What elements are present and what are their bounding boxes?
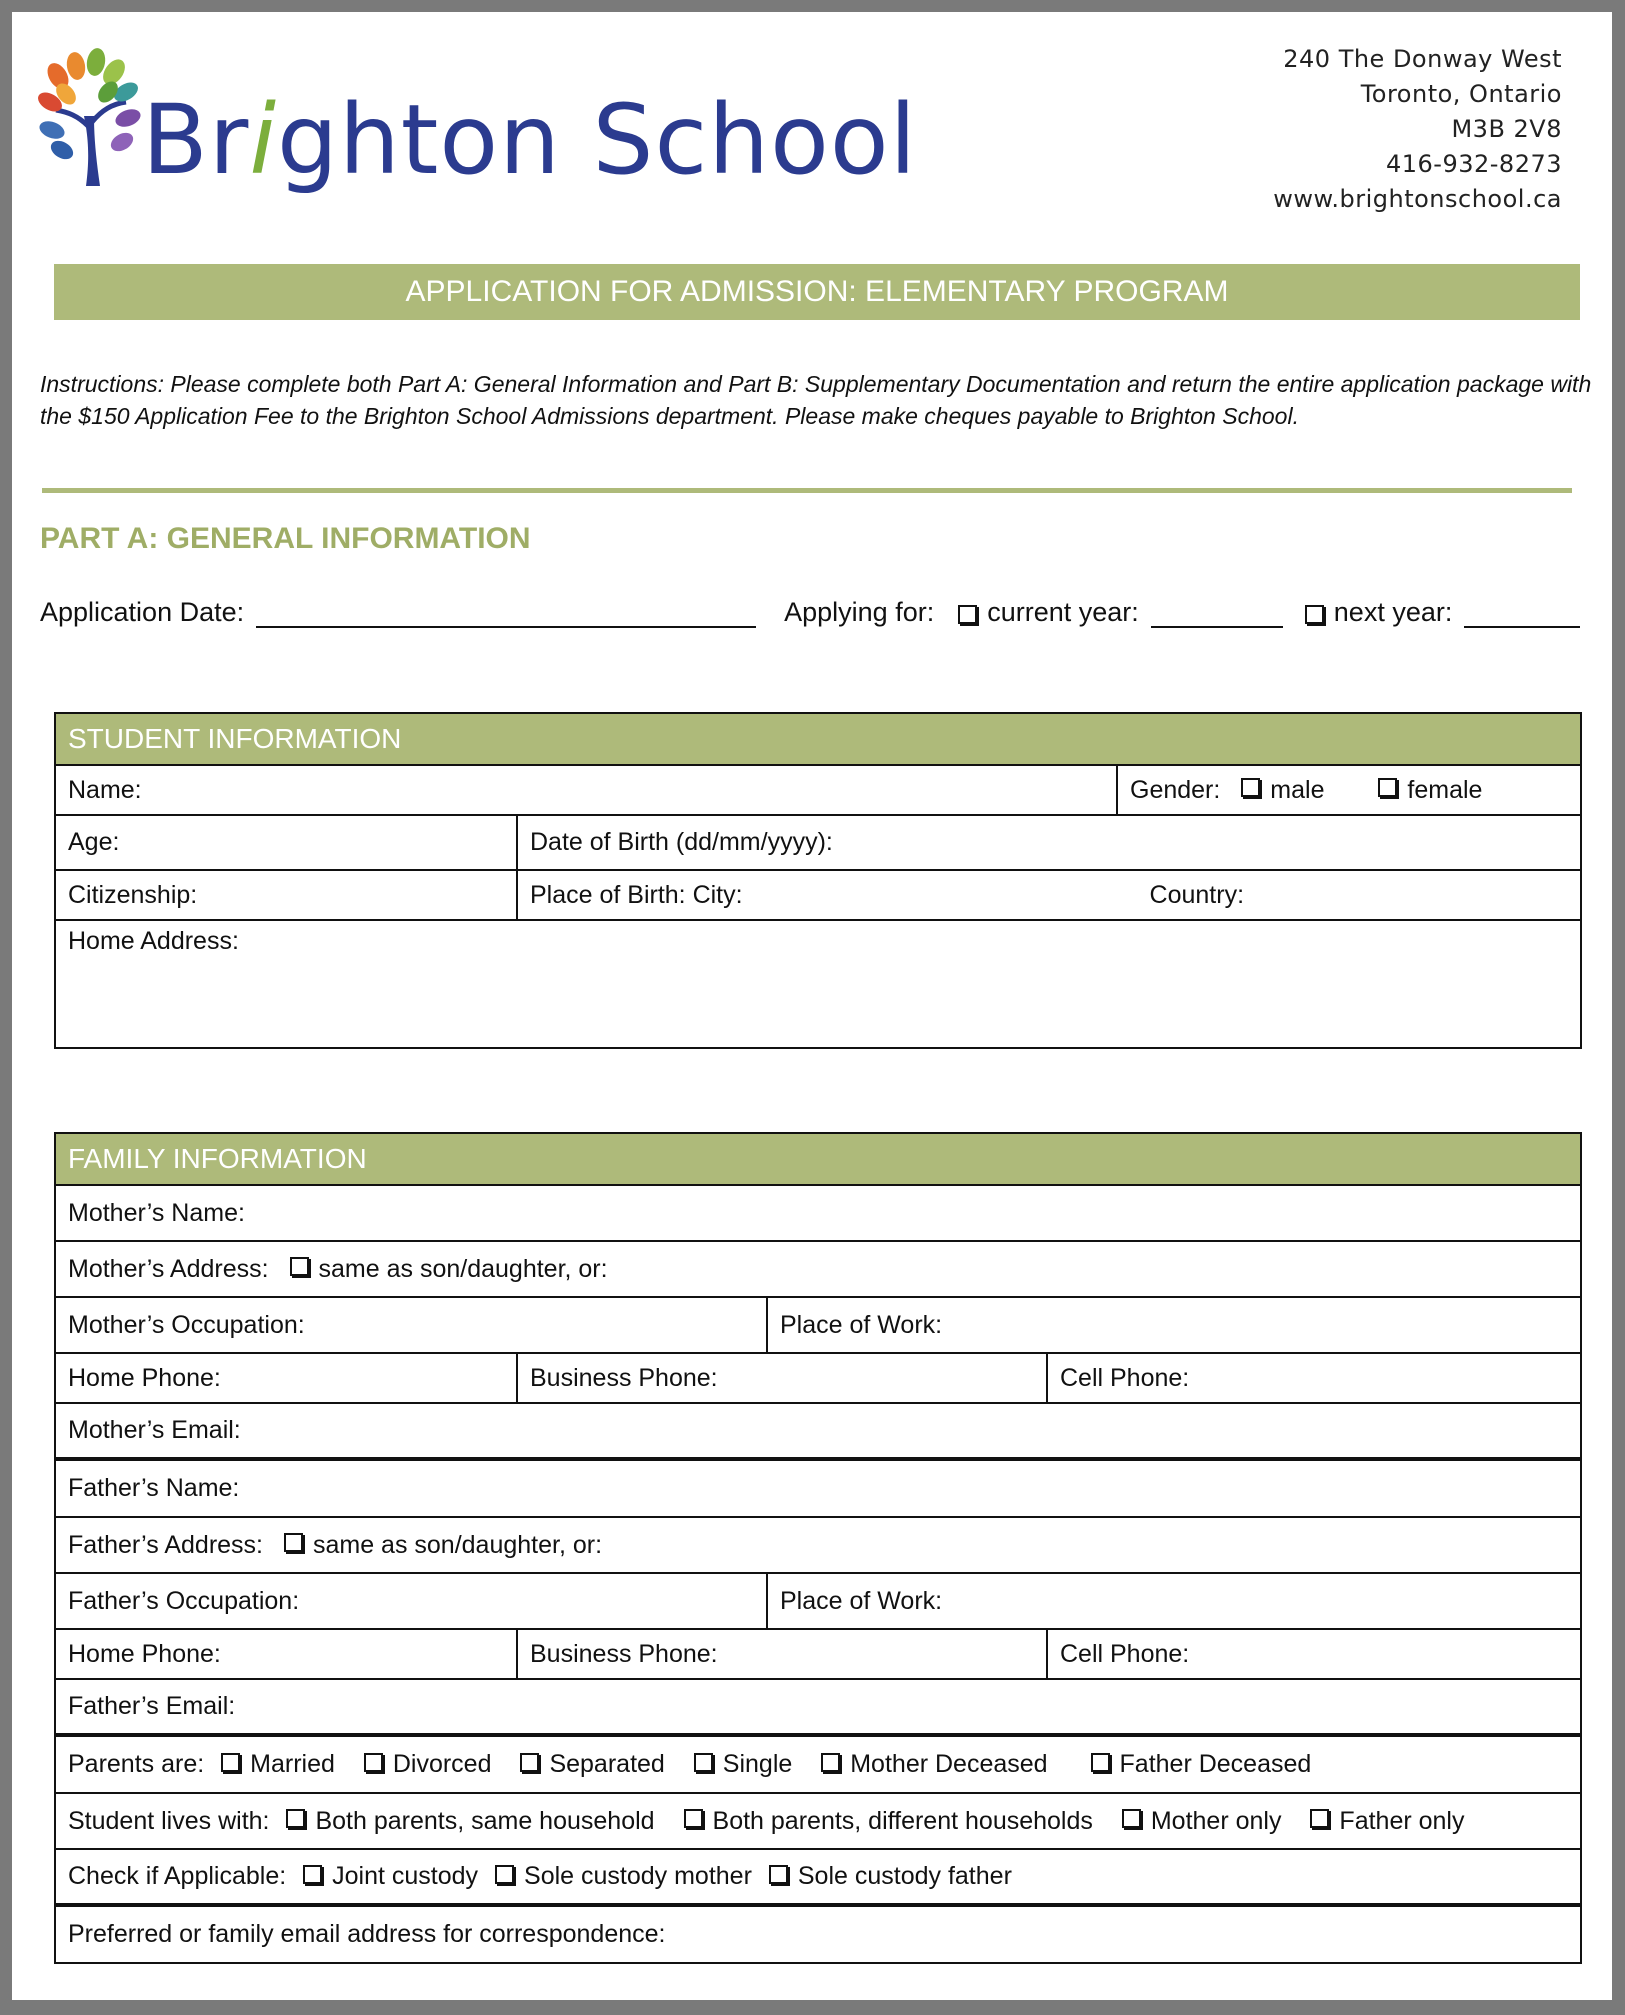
sole-custody-father-label: Sole custody father xyxy=(797,1862,1012,1890)
student-information-table xyxy=(54,712,1582,1049)
father-address-field[interactable]: Father’s Address: same as son/daughter, or: xyxy=(55,1517,1581,1573)
next-year-field[interactable] xyxy=(1464,598,1580,628)
parents-status-row xyxy=(55,1735,1581,1793)
parents-are-label: Parents are: xyxy=(68,1750,205,1778)
custody-row xyxy=(55,1849,1581,1905)
family-information-table xyxy=(54,1132,1582,1964)
married-checkbox[interactable] xyxy=(221,1753,240,1772)
father-same-address-checkbox[interactable] xyxy=(284,1533,303,1552)
male-label: male xyxy=(1270,775,1325,804)
applying-for-label: Applying for: xyxy=(784,597,935,627)
mother-deceased-checkbox[interactable] xyxy=(821,1753,840,1772)
current-year-field[interactable] xyxy=(1151,598,1283,628)
application-date-label: Application Date: xyxy=(40,597,245,627)
website-url: www.brightonschool.ca xyxy=(1273,185,1562,213)
both-parents-different-label: Both parents, different households xyxy=(712,1806,1093,1835)
sole-custody-mother-label: Sole custody mother xyxy=(524,1862,752,1890)
student-lives-label: Student lives with: xyxy=(68,1806,270,1835)
father-business-phone-field[interactable]: Business Phone: xyxy=(517,1629,1047,1679)
mother-email-field[interactable]: Mother’s Email: xyxy=(55,1403,1581,1459)
divorced-label: Divorced xyxy=(392,1750,492,1778)
application-date-row xyxy=(40,597,1600,628)
address-line: M3B 2V8 xyxy=(1451,115,1562,143)
mother-deceased-label: Mother Deceased xyxy=(850,1750,1048,1778)
date-of-birth-field[interactable]: Date of Birth (dd/mm/yyyy): xyxy=(517,815,1581,870)
divorced-checkbox[interactable] xyxy=(364,1753,383,1772)
father-name-field[interactable]: Father’s Name: xyxy=(55,1459,1581,1517)
gender-label: Gender: xyxy=(1130,775,1221,804)
female-label: female xyxy=(1407,775,1483,804)
both-parents-same-label: Both parents, same household xyxy=(315,1806,655,1835)
address-line: Toronto, Ontario xyxy=(1360,80,1562,108)
father-deceased-checkbox[interactable] xyxy=(1091,1753,1110,1772)
mother-only-checkbox[interactable] xyxy=(1122,1809,1141,1828)
joint-custody-checkbox[interactable] xyxy=(303,1865,322,1884)
application-date-field[interactable] xyxy=(256,598,756,628)
mother-business-phone-field[interactable]: Business Phone: xyxy=(517,1353,1047,1403)
age-field[interactable]: Age: xyxy=(55,815,517,870)
mother-only-label: Mother only xyxy=(1150,1806,1282,1835)
citizenship-field[interactable]: Citizenship: xyxy=(55,870,517,920)
mother-cell-phone-field[interactable]: Cell Phone: xyxy=(1047,1353,1581,1403)
school-name: Brighton School xyxy=(142,84,918,196)
father-cell-phone-field[interactable]: Cell Phone: xyxy=(1047,1629,1581,1679)
same-as-label: same as son/daughter, or: xyxy=(312,1530,603,1559)
father-occupation-field[interactable]: Father’s Occupation: xyxy=(55,1573,767,1629)
father-place-of-work-field[interactable]: Place of Work: xyxy=(767,1573,1581,1629)
married-label: Married xyxy=(250,1750,335,1778)
school-address xyxy=(1273,42,1562,217)
form-title-banner: APPLICATION FOR ADMISSION: ELEMENTARY PROGRAM xyxy=(54,264,1580,320)
father-deceased-label: Father Deceased xyxy=(1119,1750,1312,1778)
mother-name-field[interactable]: Mother’s Name: xyxy=(55,1185,1581,1241)
sole-custody-father-checkbox[interactable] xyxy=(769,1865,788,1884)
both-parents-different-checkbox[interactable] xyxy=(684,1809,703,1828)
next-year-label: next year: xyxy=(1333,597,1453,627)
mother-home-phone-field[interactable]: Home Phone: xyxy=(55,1353,517,1403)
single-label: Single xyxy=(722,1750,793,1778)
father-home-phone-field[interactable]: Home Phone: xyxy=(55,1629,517,1679)
application-form-page xyxy=(12,12,1612,2000)
mother-address-field[interactable]: Mother’s Address: same as son/daughter, or: xyxy=(55,1241,1581,1297)
male-checkbox[interactable] xyxy=(1241,778,1260,797)
student-lives-with-row xyxy=(55,1793,1581,1849)
home-address-field[interactable]: Home Address: xyxy=(55,920,1581,1048)
country-label: Country: xyxy=(1149,880,1245,909)
current-year-checkbox[interactable] xyxy=(958,605,977,624)
father-only-checkbox[interactable] xyxy=(1310,1809,1329,1828)
gender-field xyxy=(1117,765,1581,815)
both-parents-same-checkbox[interactable] xyxy=(286,1809,305,1828)
tree-logo-icon xyxy=(38,46,148,196)
family-information-header: FAMILY INFORMATION xyxy=(55,1133,1581,1185)
current-year-label: current year: xyxy=(987,597,1139,627)
joint-custody-label: Joint custody xyxy=(332,1862,479,1890)
sole-custody-mother-checkbox[interactable] xyxy=(495,1865,514,1884)
student-name-field[interactable]: Name: xyxy=(55,765,1117,815)
same-as-label: same as son/daughter, or: xyxy=(318,1254,608,1283)
part-a-title: PART A: GENERAL INFORMATION xyxy=(40,522,531,555)
student-information-header: STUDENT INFORMATION xyxy=(55,713,1581,765)
place-of-birth-field[interactable]: Place of Birth: City: Country: xyxy=(517,870,1581,920)
brighton-school-logo xyxy=(38,46,918,206)
mother-occupation-field[interactable]: Mother’s Occupation: xyxy=(55,1297,767,1353)
female-checkbox[interactable] xyxy=(1378,778,1397,797)
mother-place-of-work-field[interactable]: Place of Work: xyxy=(767,1297,1581,1353)
single-checkbox[interactable] xyxy=(694,1753,713,1772)
check-applicable-label: Check if Applicable: xyxy=(68,1862,287,1890)
separated-checkbox[interactable] xyxy=(520,1753,539,1772)
address-line: 240 The Donway West xyxy=(1283,45,1562,73)
preferred-email-field[interactable]: Preferred or family email address for correspondence: xyxy=(55,1905,1581,1963)
phone-number: 416-932-8273 xyxy=(1385,150,1562,178)
instructions-text: Instructions: Please complete both Part A: General Information and Part B: Supplementary Documentation and return the entire application package with the $150 Application Fee to the Brighton School Admissions department. Please make cheques payable to Brighton School. xyxy=(40,371,1592,429)
separated-label: Separated xyxy=(549,1750,665,1778)
mother-same-address-checkbox[interactable] xyxy=(290,1257,309,1276)
next-year-checkbox[interactable] xyxy=(1305,605,1324,624)
father-email-field[interactable]: Father’s Email: xyxy=(55,1679,1581,1735)
divider xyxy=(42,488,1572,493)
father-only-label: Father only xyxy=(1339,1806,1465,1835)
